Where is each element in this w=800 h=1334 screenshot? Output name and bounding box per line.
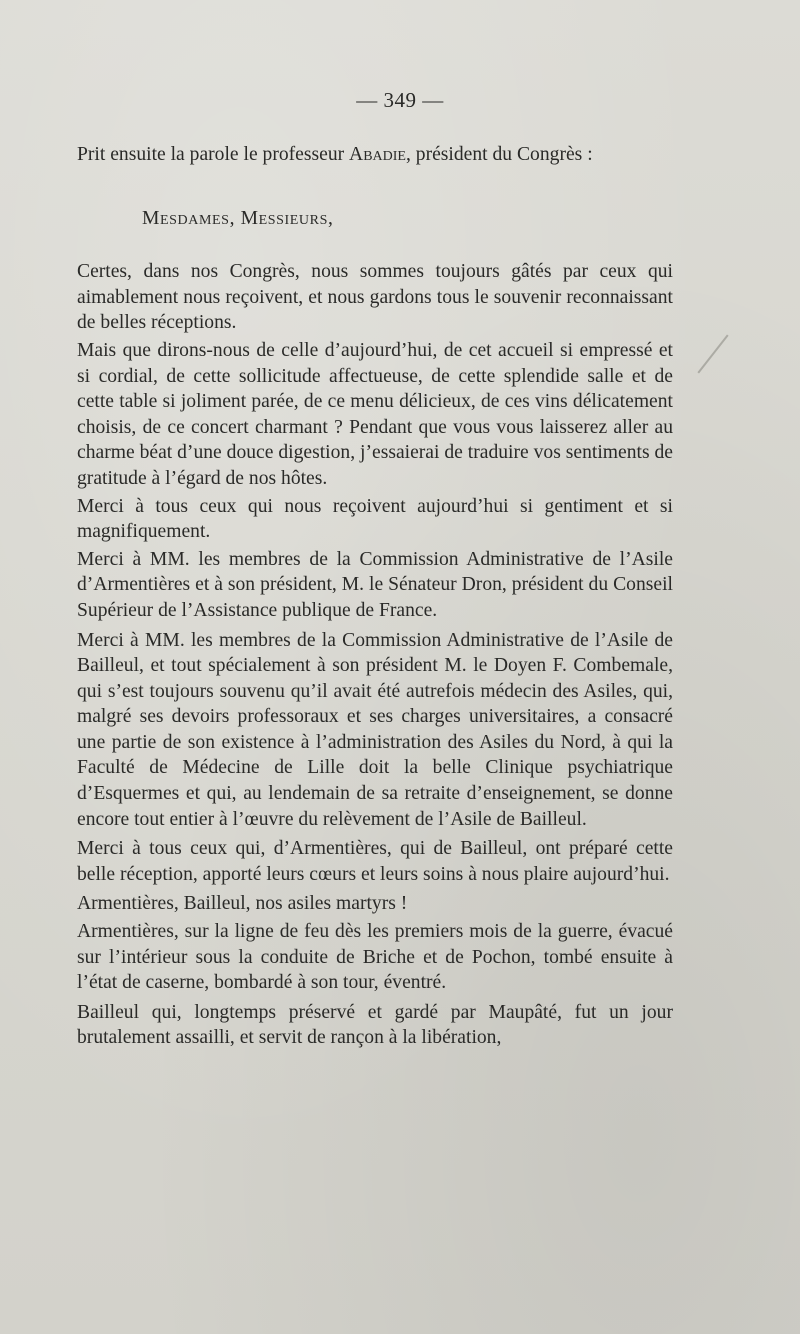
page-number: — 349 — <box>356 88 444 112</box>
speaker-name: Abadie <box>349 144 406 165</box>
intro-paragraph <box>77 142 673 168</box>
paragraph-merci-armentieres: Merci à MM. les membres de la Commission Administrative de l’Asile d’Armentières et à son président, M. le Sénateur Dron, président du Conseil Supérieur de l’Assistance publique de France. <box>77 548 673 621</box>
paragraph-merci-preparateurs: Merci à tous ceux qui, d’Armentières, qui de Bailleul, ont préparé cette belle réception, apporté leurs cœurs et leurs soins à nous plaire aujourd’hui. <box>77 838 673 885</box>
paragraph-mais: Mais que dirons-nous de celle d’aujourd’hui, de cet accueil si empressé et si cordial, de cette sollicitude affectueuse, de cette splendide salle et de cette table si joliment parée, de ce menu délicieux, de ces vins délicatement choisis, de ce concert charmant ? Pendant que vous vous laisserez aller au charme béat d’une douce digestion, j’essaierai de traduire vos sentiments de gratitude à l’égard de nos hôtes. <box>77 339 673 489</box>
intro-text-before: Prit ensuite la parole le professeur <box>77 144 350 165</box>
salutation: Mesdames, Messieurs, <box>142 207 334 229</box>
pencil-mark <box>697 334 728 373</box>
paragraph-bailleul: Bailleul qui, longtemps préservé et gardé par Maupâté, fut un jour brutalement assailli, et servit de rançon à la libération, <box>77 1001 673 1049</box>
paragraph-merci-tous: Merci à tous ceux qui nous reçoivent aujourd’hui si gentiment et si magnifiquement. <box>77 495 673 543</box>
intro-text-after: , président du Congrès : <box>405 144 593 165</box>
body-text <box>77 142 673 1051</box>
paragraph-merci-bailleul: Merci à MM. les membres de la Commission Administrative de l’Asile de Bailleul, et tout spécialement à son président M. le Doyen F. Combemale, qui s’est toujours souvenu qu’il avait été autrefois médecin des Asiles, qui, malgré ses devoirs professoraux et ses charges universitaires, a consacré une partie de son existence à l’administration des Asiles du Nord, à qui la Faculté de Médecine de Lille doit la belle Clinique psychiatrique d’Esquermes et qui, au lendemain de sa retraite d’enseignement, se donne encore tout entier à l’œuvre du relèvement de l’Asile de Bailleul. <box>77 629 673 830</box>
paragraph-armentieres: Armentières, sur la ligne de feu dès les premiers mois de la guerre, évacué sur l’intérieur sous la conduite de Briche et de Pochon, tombé ensuite à l’état de caserne, bombardé à son tour, éventré. <box>77 921 673 994</box>
paragraph-certes: Certes, dans nos Congrès, nous sommes toujours gâtés par ceux qui aimablement nous reçoivent, et nous gardons tous le souvenir reconnaissant de belles réceptions. <box>77 261 673 334</box>
paragraph-asiles-martyrs: Armentières, Bailleul, nos asiles martyrs ! <box>77 893 408 915</box>
